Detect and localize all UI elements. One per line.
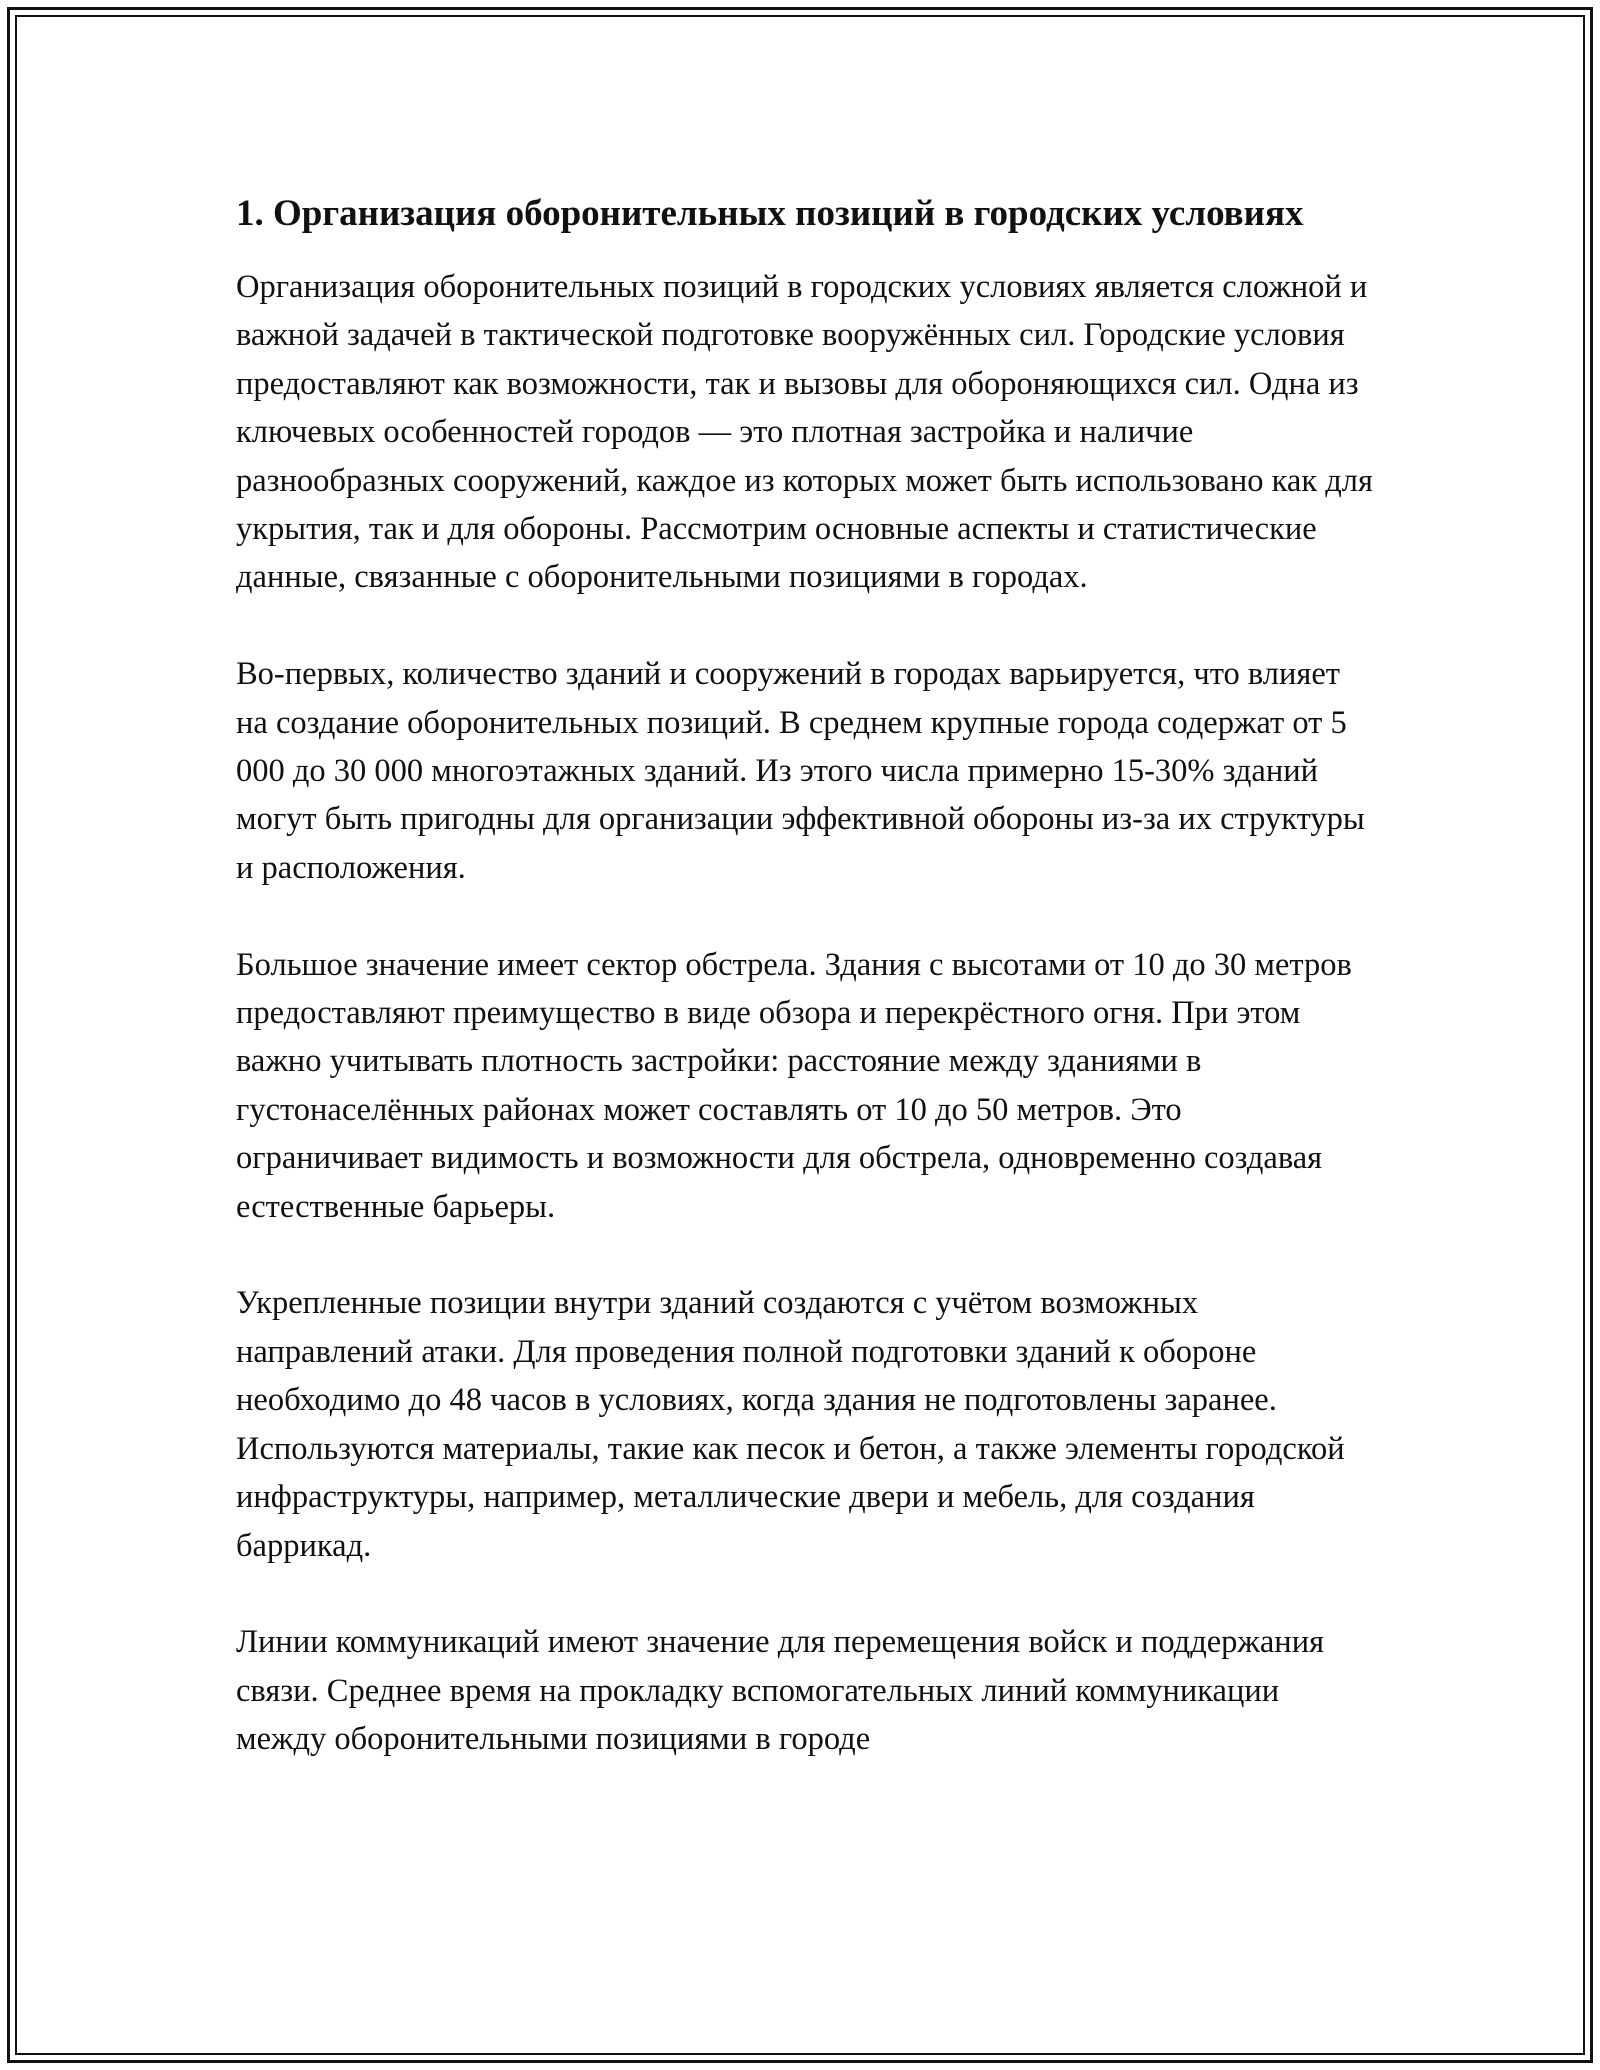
document-body — [236, 186, 1376, 1764]
paragraph-buildings: Во-первых, количество зданий и сооружений в городах варьируется, что влияет на создание оборонительных позиций. В среднем крупные города содержат от 5 000 до 30 000 многоэтажных зданий. Из этого числа примерно 15-30% зданий могут быть пригодны для организации эффективной обороны из-за их структуры и расположения. — [236, 656, 1365, 886]
paragraph-fortified-positions: Укрепленные позиции внутри зданий создаются с учётом возможных направлений атаки. Для проведения полной подготовки зданий к обороне необходимо до 48 часов в условиях, когда здания не подготовлены заранее. Используются материалы, такие как песок и бетон, а также элементы городской инфраструктуры, например, металлические двери и мебель, для создания баррикад. — [236, 1285, 1345, 1564]
paragraph-communications: Линии коммуникаций имеют значение для перемещения войск и поддержания связи. Среднее время на прокладку вспомогательных линий коммуникации между оборонительными позициями в городе — [236, 1624, 1325, 1758]
paragraph-intro: Организация оборонительных позиций в городских условиях является сложной и важной задачей в тактической подготовке вооружённых сил. Городские условия предоставляют как возможности, так и вызовы для обороняющихся сил. Одна из ключевых особенностей городов — это плотная застройка и наличие разнообразных сооружений, каждое из которых может быть использовано как для укрытия, так и для обороны. Рассмотрим основные аспекты и статистические данные, связанные с оборонительными позициями в городах. — [236, 269, 1373, 596]
section-heading: 1. Организация оборонительных позиций в городских условиях — [236, 193, 1304, 234]
paragraph-fire-sector: Большое значение имеет сектор обстрела. Здания с высотами от 10 до 30 метров предоставляют преимущество в виде обзора и перекрёстного огня. При этом важно учитывать плотность застройки: расстояние между зданиями в густонаселённых районах может составлять от 10 до 50 метров. Это ограничивает видимость и возможности для обстрела, одновременно создавая естественные барьеры. — [236, 946, 1352, 1225]
